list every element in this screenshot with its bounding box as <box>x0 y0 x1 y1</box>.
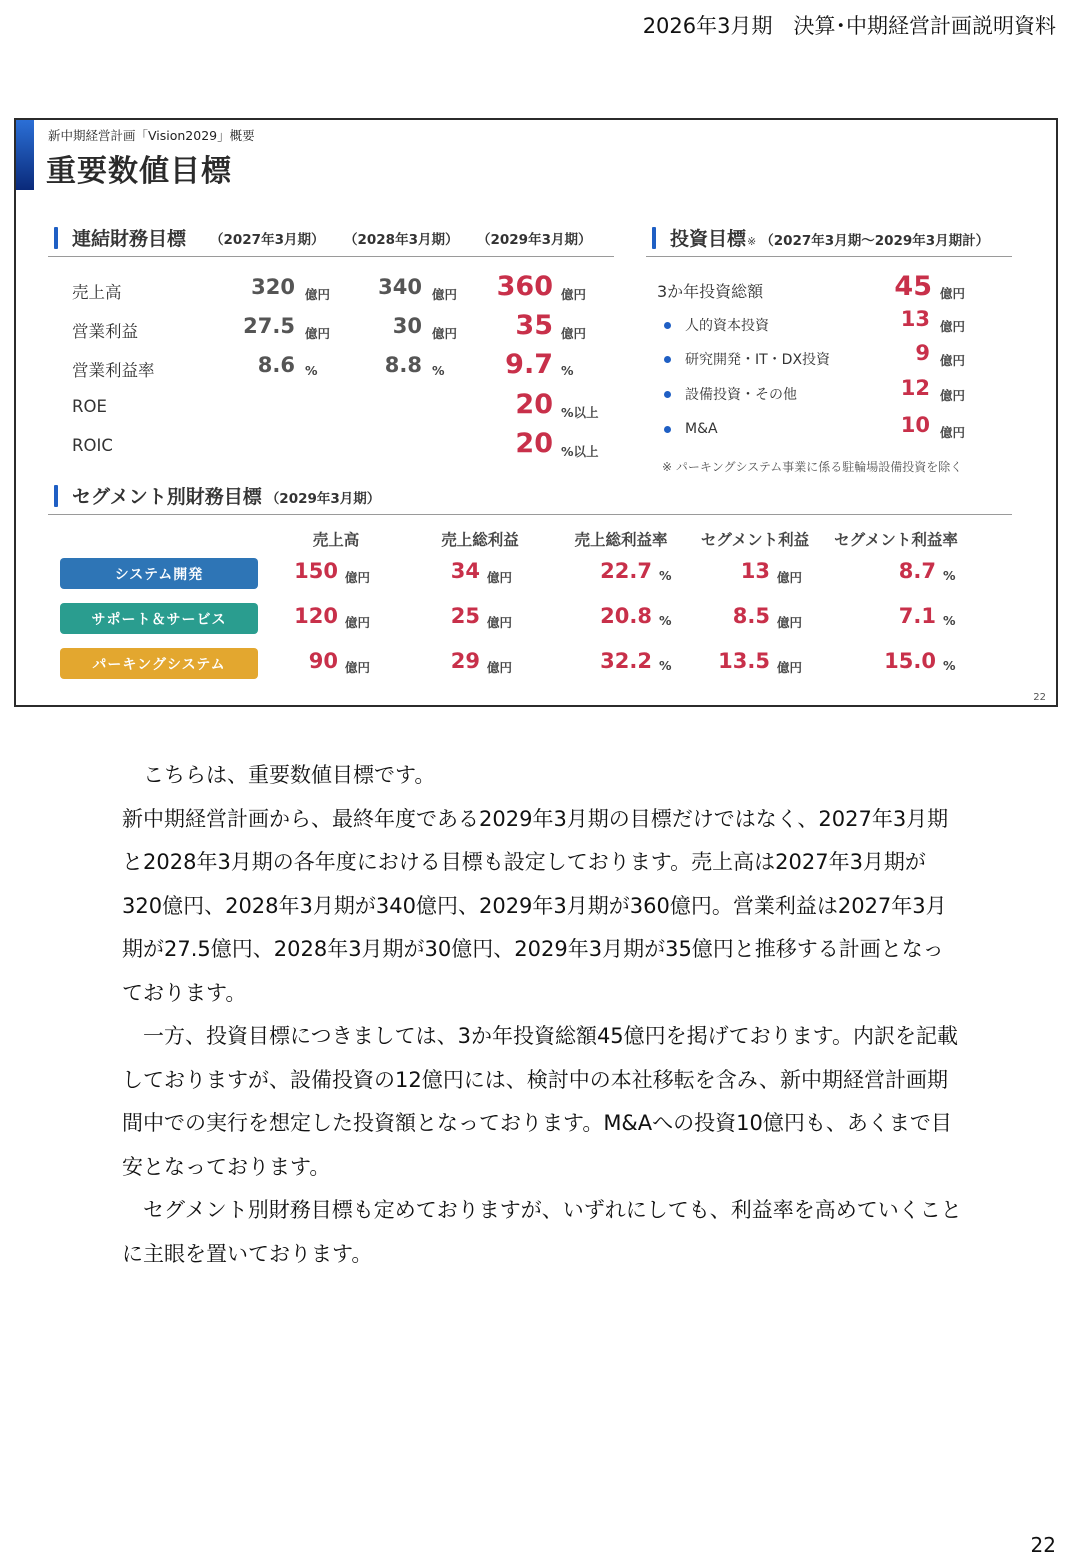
value-number: 12 <box>900 376 930 400</box>
investment-section-title <box>652 224 989 251</box>
value-number: 120 <box>294 604 338 628</box>
investment-item-value <box>816 376 930 400</box>
year-header-2027: （2027年3月期） <box>210 232 325 248</box>
segment-column-header: 売上総利益 <box>441 531 519 549</box>
speaker-notes <box>122 754 962 1276</box>
body-paragraph: セグメント別財務目標も定めておりますが、いずれにしても、利益率を高めていくことに主眼を置いております。 <box>122 1198 962 1266</box>
value-number: 320 <box>251 275 295 299</box>
financial-rule <box>48 256 614 257</box>
segment-value <box>552 604 652 628</box>
segment-rule <box>48 514 1012 515</box>
value-unit: % <box>659 613 672 628</box>
segment-name-pill: パーキングシステム <box>60 648 258 679</box>
value-unit: 億円 <box>777 615 803 630</box>
segment-value <box>552 559 652 583</box>
segment-value <box>670 649 770 673</box>
investment-total-value <box>894 271 932 302</box>
value-number: 20 <box>515 389 553 420</box>
investment-footnote: ※ パーキングシステム事業に係る駐輪場設備投資を除く <box>662 460 963 474</box>
investment-item-value <box>816 307 930 331</box>
value-unit: % <box>659 568 672 583</box>
value-number: 22.7 <box>600 559 652 583</box>
value-unit: 億円 <box>561 326 587 341</box>
segment-value <box>380 559 480 583</box>
value-number: 32.2 <box>600 649 652 673</box>
investment-total-unit: 億円 <box>940 286 966 301</box>
segment-value <box>670 559 770 583</box>
value-unit: % <box>943 658 956 673</box>
page-number: 22 <box>1030 1533 1056 1557</box>
investment-item-label <box>664 421 718 437</box>
value-unit: 億円 <box>345 615 371 630</box>
investment-title-text: 投資目標 <box>670 228 747 250</box>
financial-value <box>425 349 553 380</box>
financial-value <box>169 314 295 338</box>
value-unit: 億円 <box>940 388 966 403</box>
value-number: 13 <box>740 559 770 583</box>
segment-title-text: セグメント別財務目標 <box>72 486 262 508</box>
year-header-2028: （2028年3月期） <box>344 232 459 248</box>
value-number: 8.8 <box>384 353 422 377</box>
bullet-dot-icon <box>664 426 671 433</box>
segment-value <box>238 649 338 673</box>
value-number: 8.5 <box>732 604 770 628</box>
investment-item-label <box>664 384 797 404</box>
financial-row-label: 営業利益率 <box>72 361 155 380</box>
segment-value <box>836 649 936 673</box>
value-number: 8.7 <box>898 559 936 583</box>
value-unit: 億円 <box>777 660 803 675</box>
segment-column-header: 売上総利益率 <box>574 531 668 549</box>
slide-accent-bar <box>16 120 34 190</box>
value-unit: % <box>561 363 574 378</box>
value-unit: % <box>943 568 956 583</box>
slide <box>14 118 1058 707</box>
section-marker <box>54 227 58 249</box>
financial-value <box>425 271 553 302</box>
body-paragraph: こちらは、重要数値目標です。 <box>122 763 436 787</box>
value-number: 9 <box>915 341 930 365</box>
slide-page-number: 22 <box>1033 692 1046 703</box>
segment-value <box>552 649 652 673</box>
segment-value <box>238 604 338 628</box>
segment-name-pill: システム開発 <box>60 558 258 589</box>
financial-value <box>425 428 553 459</box>
value-number: 8.6 <box>257 353 295 377</box>
value-number: 9.7 <box>505 349 553 380</box>
slide-title: 重要数値目標 <box>46 154 232 189</box>
investment-item-text: 研究開発・IT・DX投資 <box>685 352 831 368</box>
segment-section-title <box>54 482 380 509</box>
investment-item-text: 設備投資・その他 <box>685 387 797 403</box>
value-unit: %以上 <box>561 444 599 459</box>
investment-item-text: M&A <box>685 421 718 437</box>
financial-value <box>425 389 553 420</box>
body-paragraph: 一方、投資目標につきましては、3か年投資総額45億円を掲げております。内訳を記載しておりますが、設備投資の12億円には、検討中の本社移転を含み、新中期経営計画期間中での実行を想定した投資額となっております。M&Aへの投資10億円も、あくまで目安となっております。 <box>122 1024 958 1179</box>
value-unit: % <box>943 613 956 628</box>
investment-item-value <box>816 413 930 437</box>
financial-value <box>169 353 295 377</box>
segment-value <box>836 604 936 628</box>
financial-value <box>425 310 553 341</box>
value-unit: 億円 <box>487 615 513 630</box>
value-number: 10 <box>900 413 930 437</box>
segment-period: （2029年3月期） <box>265 491 381 507</box>
value-unit: 億円 <box>345 570 371 585</box>
segment-value <box>836 559 936 583</box>
value-number: 20 <box>515 428 553 459</box>
bullet-dot-icon <box>664 391 671 398</box>
financial-value <box>296 314 422 338</box>
financial-row-label: ROIC <box>72 436 113 455</box>
value-number: 30 <box>392 314 422 338</box>
segment-name-pill: サポート＆サービス <box>60 603 258 634</box>
value-number: 45 <box>894 271 932 302</box>
segment-column-header: 売上高 <box>312 531 360 549</box>
value-number: 150 <box>294 559 338 583</box>
section-marker <box>54 485 58 507</box>
financial-title-text: 連結財務目標 <box>72 228 187 250</box>
value-number: 15.0 <box>884 649 936 673</box>
value-unit: 億円 <box>345 660 371 675</box>
value-unit: % <box>659 658 672 673</box>
financial-value <box>296 353 422 377</box>
financial-row-label: 売上高 <box>72 283 122 302</box>
value-unit: 億円 <box>561 287 587 302</box>
value-unit: 億円 <box>432 287 458 302</box>
investment-item-value <box>816 341 930 365</box>
value-unit: 億円 <box>305 287 331 302</box>
value-unit: 億円 <box>777 570 803 585</box>
value-unit: 億円 <box>940 319 966 334</box>
segment-column-header: セグメント利益 <box>700 531 810 549</box>
financial-value <box>296 275 422 299</box>
value-number: 27.5 <box>243 314 295 338</box>
value-unit: 億円 <box>487 570 513 585</box>
investment-item-text: 人的資本投資 <box>685 318 769 334</box>
financial-row-label: ROE <box>72 397 107 416</box>
value-unit: % <box>305 363 318 378</box>
value-number: 360 <box>496 271 553 302</box>
value-number: 35 <box>515 310 553 341</box>
value-unit: 億円 <box>305 326 331 341</box>
bullet-dot-icon <box>664 356 671 363</box>
value-unit: 億円 <box>487 660 513 675</box>
value-number: 29 <box>450 649 480 673</box>
segment-value <box>238 559 338 583</box>
investment-period: （2027年3月期～2029年3月期計） <box>760 233 990 249</box>
value-number: 13 <box>900 307 930 331</box>
financial-row-label: 営業利益 <box>72 322 138 341</box>
financial-value <box>169 275 295 299</box>
value-number: 34 <box>450 559 480 583</box>
value-unit: % <box>432 363 445 378</box>
value-unit: 億円 <box>940 425 966 440</box>
body-paragraph: 新中期経営計画から、最終年度である2029年3月期の目標だけではなく、2027年3月期と2028年3月期の各年度における目標も設定しております。売上高は2027年3月期が320億円、2028年3月期が340億円、2029年3月期が360億円。営業利益は2027年3月期が27.5億円、2028年3月期が30億円、2029年3月期が35億円と推移する計画となっております。 <box>122 806 949 1005</box>
bullet-dot-icon <box>664 322 671 329</box>
year-header-2029: （2029年3月期） <box>477 232 592 248</box>
investment-item-label <box>664 315 769 335</box>
section-marker <box>652 227 656 249</box>
value-unit: 億円 <box>432 326 458 341</box>
financial-section-title <box>54 224 186 251</box>
value-number: 13.5 <box>718 649 770 673</box>
segment-value <box>380 649 480 673</box>
investment-item-label <box>664 349 830 369</box>
value-number: 340 <box>378 275 422 299</box>
value-number: 7.1 <box>898 604 936 628</box>
segment-column-header: セグメント利益率 <box>834 531 958 549</box>
segment-value <box>380 604 480 628</box>
investment-total-label: 3か年投資総額 <box>657 282 764 301</box>
value-number: 20.8 <box>600 604 652 628</box>
investment-rule <box>646 256 1012 257</box>
slide-subtitle: 新中期経営計画「Vision2029」概要 <box>48 128 255 143</box>
document-header: 2026年3月期 決算･中期経営計画説明資料 <box>642 14 1056 38</box>
value-number: 90 <box>308 649 338 673</box>
value-number: 25 <box>450 604 480 628</box>
value-unit: 億円 <box>940 353 966 368</box>
value-unit: %以上 <box>561 405 599 420</box>
investment-note-mark: ※ <box>747 235 757 248</box>
segment-value <box>670 604 770 628</box>
